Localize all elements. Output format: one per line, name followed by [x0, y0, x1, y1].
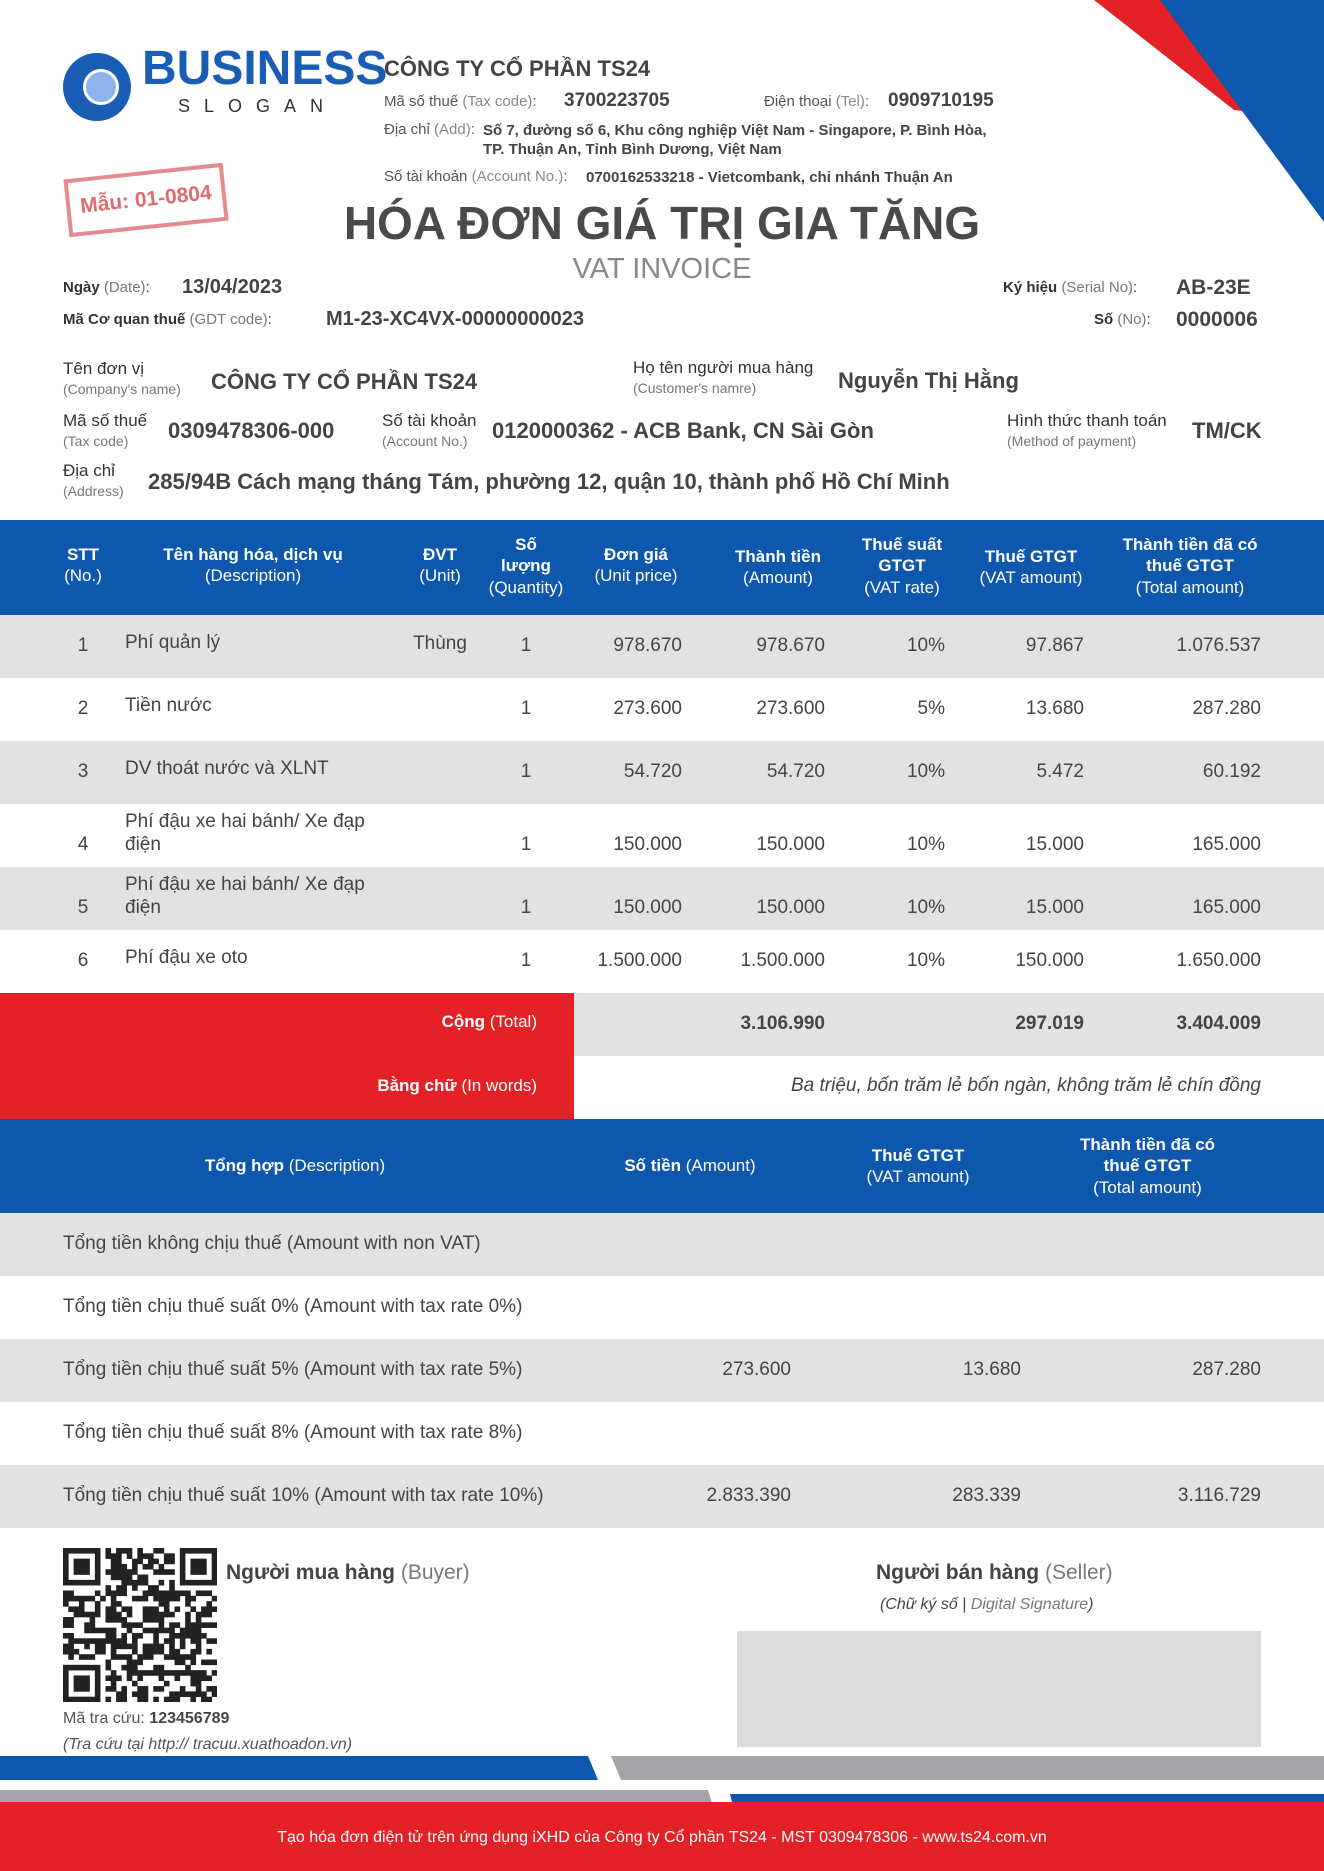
seller-name: CÔNG TY CỔ PHẦN TS24 — [384, 56, 651, 81]
words-label: Bằng chữ (In words) — [377, 1076, 537, 1095]
item-vat: 97.867 — [1025, 635, 1084, 656]
item-no: 4 — [77, 834, 89, 855]
table-row — [0, 867, 1324, 930]
item-qty: 1 — [520, 698, 532, 719]
payment-label: Hình thức thanh toán (Method of payment) — [1007, 411, 1167, 449]
buyer-account: 0120000362 - ACB Bank, CN Sài Gòn — [492, 418, 874, 443]
summary-label: Tổng tiền chịu thuế suất 8% (Amount with tax rate 8%) — [63, 1422, 523, 1443]
table-row — [0, 930, 1324, 993]
summary-label: Tổng tiền chịu thuế suất 0% (Amount with tax rate 0%) — [63, 1296, 523, 1317]
form-stamp: Mẫu: 01-0804 — [63, 163, 228, 237]
col-quantity: Số lượng (Quantity) — [488, 535, 564, 597]
summary-col-total: Thành tiền đã có thuế GTGT (Total amount) — [1079, 1135, 1216, 1197]
col-amount: Thành tiền (Amount) — [735, 547, 821, 588]
seller-address: Số 7, đường số 6, Khu công nghiệp Việt Nam - Singapore, P. Bình Hòa, TP. Thuận An, Tỉnh Bình Dương, Việt Nam — [483, 122, 987, 158]
invoice-number: 0000006 — [1176, 308, 1258, 331]
item-description-line: điện — [125, 833, 161, 855]
customer-label: Họ tên người mua hàng (Customer's namre) — [633, 358, 814, 396]
gdt-label: Mã Cơ quan thuế (GDT code): — [63, 311, 272, 328]
buyer-address: 285/94B Cách mạng tháng Tám, phường 12, quận 10, thành phố Hồ Chí Minh — [148, 469, 950, 494]
summary-row — [0, 1276, 1324, 1339]
item-price: 54.720 — [623, 761, 682, 782]
item-description-line: điện — [125, 896, 161, 918]
item-description-line: Phí đậu xe oto — [125, 947, 248, 968]
lookup-code-row: Mã tra cứu: 123456789 — [63, 1710, 230, 1727]
item-vat-rate: 5% — [917, 698, 945, 719]
item-qty: 1 — [520, 950, 532, 971]
item-price: 150.000 — [613, 897, 682, 918]
item-description — [125, 758, 395, 781]
item-total: 287.280 — [1192, 698, 1261, 719]
invoice-date: 13/04/2023 — [182, 276, 283, 298]
item-amount: 273.600 — [756, 698, 825, 719]
summary-total: 3.116.729 — [1177, 1485, 1261, 1506]
serial-label: Ký hiệu (Serial No): — [1003, 279, 1138, 296]
col-stt: STT (No.) — [64, 545, 102, 586]
total-amount: 3.106.990 — [740, 1013, 825, 1034]
col-unit-price: Đơn giá (Unit price) — [594, 545, 678, 586]
item-amount: 1.500.000 — [740, 950, 825, 971]
table-row — [0, 741, 1324, 804]
item-no: 6 — [77, 950, 89, 971]
buyer-company-label: Tên đơn vị (Company's name) — [63, 359, 181, 397]
item-total: 165.000 — [1192, 897, 1261, 918]
no-label: Số (No): — [1094, 311, 1151, 328]
item-total: 1.650.000 — [1176, 950, 1261, 971]
summary-label: Tổng tiền không chịu thuế (Amount with non VAT) — [63, 1233, 481, 1254]
payment-method: TM/CK — [1192, 418, 1262, 443]
item-description — [125, 695, 395, 718]
summary-col-vat: Thuế GTGT (VAT amount) — [866, 1146, 970, 1187]
buyer-account-label: Số tài khoản (Account No.) — [382, 411, 477, 449]
total-with-vat: 3.404.009 — [1176, 1013, 1261, 1034]
seller-account-label: Số tài khoản (Account No.): — [384, 168, 568, 185]
serial-number: AB-23E — [1176, 276, 1251, 299]
item-price: 150.000 — [613, 834, 682, 855]
item-amount: 150.000 — [756, 897, 825, 918]
item-vat: 150.000 — [1015, 950, 1084, 971]
item-vat-rate: 10% — [906, 635, 945, 656]
logo-slogan: SLOGAN — [178, 96, 338, 116]
digital-signature-box[interactable] — [737, 1631, 1261, 1747]
item-no: 3 — [77, 761, 89, 782]
item-description — [125, 947, 395, 970]
item-vat: 5.472 — [1036, 761, 1084, 782]
item-vat-rate: 10% — [906, 761, 945, 782]
item-vat: 15.000 — [1025, 834, 1084, 855]
item-no: 1 — [77, 635, 89, 656]
bottom-decoration — [0, 1756, 1324, 1806]
seller-signature-label: Người bán hàng (Seller) — [876, 1561, 1113, 1584]
summary-col-amount: Số tiền (Amount) — [624, 1156, 756, 1175]
item-total: 60.192 — [1202, 761, 1261, 782]
item-description-line: Phí đậu xe hai bánh/ Xe đạp — [125, 811, 365, 832]
item-total: 165.000 — [1192, 834, 1261, 855]
items-table-header — [0, 520, 1324, 615]
logo-word: BUSINESS — [142, 42, 388, 95]
item-total: 1.076.537 — [1176, 635, 1261, 656]
summary-table-header — [0, 1119, 1324, 1213]
digital-signature-caption: (Chữ ký số | Digital Signature) — [880, 1596, 1094, 1613]
item-vat-rate: 10% — [906, 950, 945, 971]
item-no: 2 — [77, 698, 89, 719]
table-row — [0, 678, 1324, 741]
item-no: 5 — [77, 897, 89, 918]
summary-total: 287.280 — [1192, 1359, 1261, 1380]
summary-label: Tổng tiền chịu thuế suất 5% (Amount with tax rate 5%) — [63, 1359, 523, 1380]
item-qty: 1 — [520, 834, 532, 855]
summary-vat: 13.680 — [962, 1359, 1021, 1380]
item-qty: 1 — [520, 635, 532, 656]
invoice-title: HÓA ĐƠN GIÁ TRỊ GIA TĂNG — [343, 197, 981, 249]
col-description: Tên hàng hóa, dịch vụ (Description) — [163, 545, 343, 586]
item-price: 978.670 — [613, 635, 682, 656]
table-row — [0, 804, 1324, 867]
item-amount: 150.000 — [756, 834, 825, 855]
qr-code-icon — [63, 1548, 217, 1702]
seller-addr-label: Địa chỉ (Add): — [384, 121, 475, 138]
footer-text: Tạo hóa đơn điện tử trên ứng dụng iXHD của Công ty Cổ phần TS24 - MST 0309478306 - www.ts24.com.vn — [277, 1829, 1047, 1846]
customer-name: Nguyễn Thị Hằng — [838, 368, 1019, 393]
item-vat-rate: 10% — [906, 897, 945, 918]
item-price: 1.500.000 — [597, 950, 682, 971]
summary-vat: 283.339 — [952, 1485, 1021, 1506]
total-in-words: Ba triệu, bốn trăm lẻ bốn ngàn, không trăm lẻ chín đồng — [790, 1075, 1261, 1096]
date-label: Ngày (Date): — [63, 279, 150, 296]
buyer-tax-code: 0309478306-000 — [168, 418, 335, 443]
totals-block — [0, 993, 1324, 1119]
item-description-line: Tiền nước — [125, 695, 212, 716]
summary-amount: 273.600 — [722, 1359, 791, 1380]
summary-amount: 2.833.390 — [706, 1485, 791, 1506]
buyer-company: CÔNG TY CỔ PHẦN TS24 — [211, 369, 478, 394]
item-qty: 1 — [520, 897, 532, 918]
item-unit: Thùng — [413, 633, 467, 654]
buyer-address-label: Địa chỉ (Address) — [63, 461, 124, 499]
summary-row — [0, 1402, 1324, 1465]
logo-icon — [63, 53, 131, 121]
item-description — [125, 874, 395, 920]
item-vat: 13.680 — [1025, 698, 1084, 719]
item-description — [125, 811, 395, 857]
item-vat: 15.000 — [1025, 897, 1084, 918]
col-total-amount: Thành tiền đã có thuế GTGT (Total amount) — [1122, 535, 1258, 597]
item-description — [125, 632, 395, 655]
buyer-signature-label: Người mua hàng (Buyer) — [226, 1561, 470, 1584]
seller-account: 0700162533218 - Vietcombank, chi nhánh Thuận An — [586, 169, 953, 186]
item-price: 273.600 — [613, 698, 682, 719]
item-amount: 54.720 — [766, 761, 825, 782]
summary-row — [0, 1465, 1324, 1528]
item-description-line: DV thoát nước và XLNT — [125, 758, 329, 779]
table-row — [0, 615, 1324, 678]
summary-col-description: Tổng hợp (Description) — [204, 1156, 386, 1175]
invoice-subtitle: VAT INVOICE — [572, 253, 752, 285]
item-vat-rate: 10% — [906, 834, 945, 855]
seller-tax-label: Mã số thuế (Tax code): — [384, 93, 537, 110]
item-qty: 1 — [520, 761, 532, 782]
seller-tel: 0909710195 — [888, 90, 994, 111]
col-vat-amount: Thuế GTGT (VAT amount) — [979, 547, 1083, 588]
summary-label: Tổng tiền chịu thuế suất 10% (Amount with tax rate 10%) — [63, 1485, 544, 1506]
total-vat: 297.019 — [1015, 1013, 1084, 1034]
summary-row — [0, 1339, 1324, 1402]
col-vat-rate: Thuế suất GTGT (VAT rate) — [861, 535, 943, 597]
gdt-code: M1-23-XC4VX-00000000023 — [326, 308, 584, 330]
buyer-tax-label: Mã số thuế (Tax code) — [63, 411, 148, 449]
seller-tel-label: Điện thoại (Tel): — [764, 93, 870, 110]
item-description-line: Phí đậu xe hai bánh/ Xe đạp — [125, 874, 365, 895]
lookup-url: (Tra cứu tại http:// tracuu.xuathoadon.vn) — [63, 1736, 353, 1753]
item-description-line: Phí quản lý — [125, 632, 221, 653]
item-amount: 978.670 — [756, 635, 825, 656]
summary-row — [0, 1213, 1324, 1276]
col-unit: ĐVT (Unit) — [419, 545, 461, 586]
total-label: Cộng (Total) — [441, 1012, 537, 1031]
seller-tax-code: 3700223705 — [564, 90, 670, 111]
